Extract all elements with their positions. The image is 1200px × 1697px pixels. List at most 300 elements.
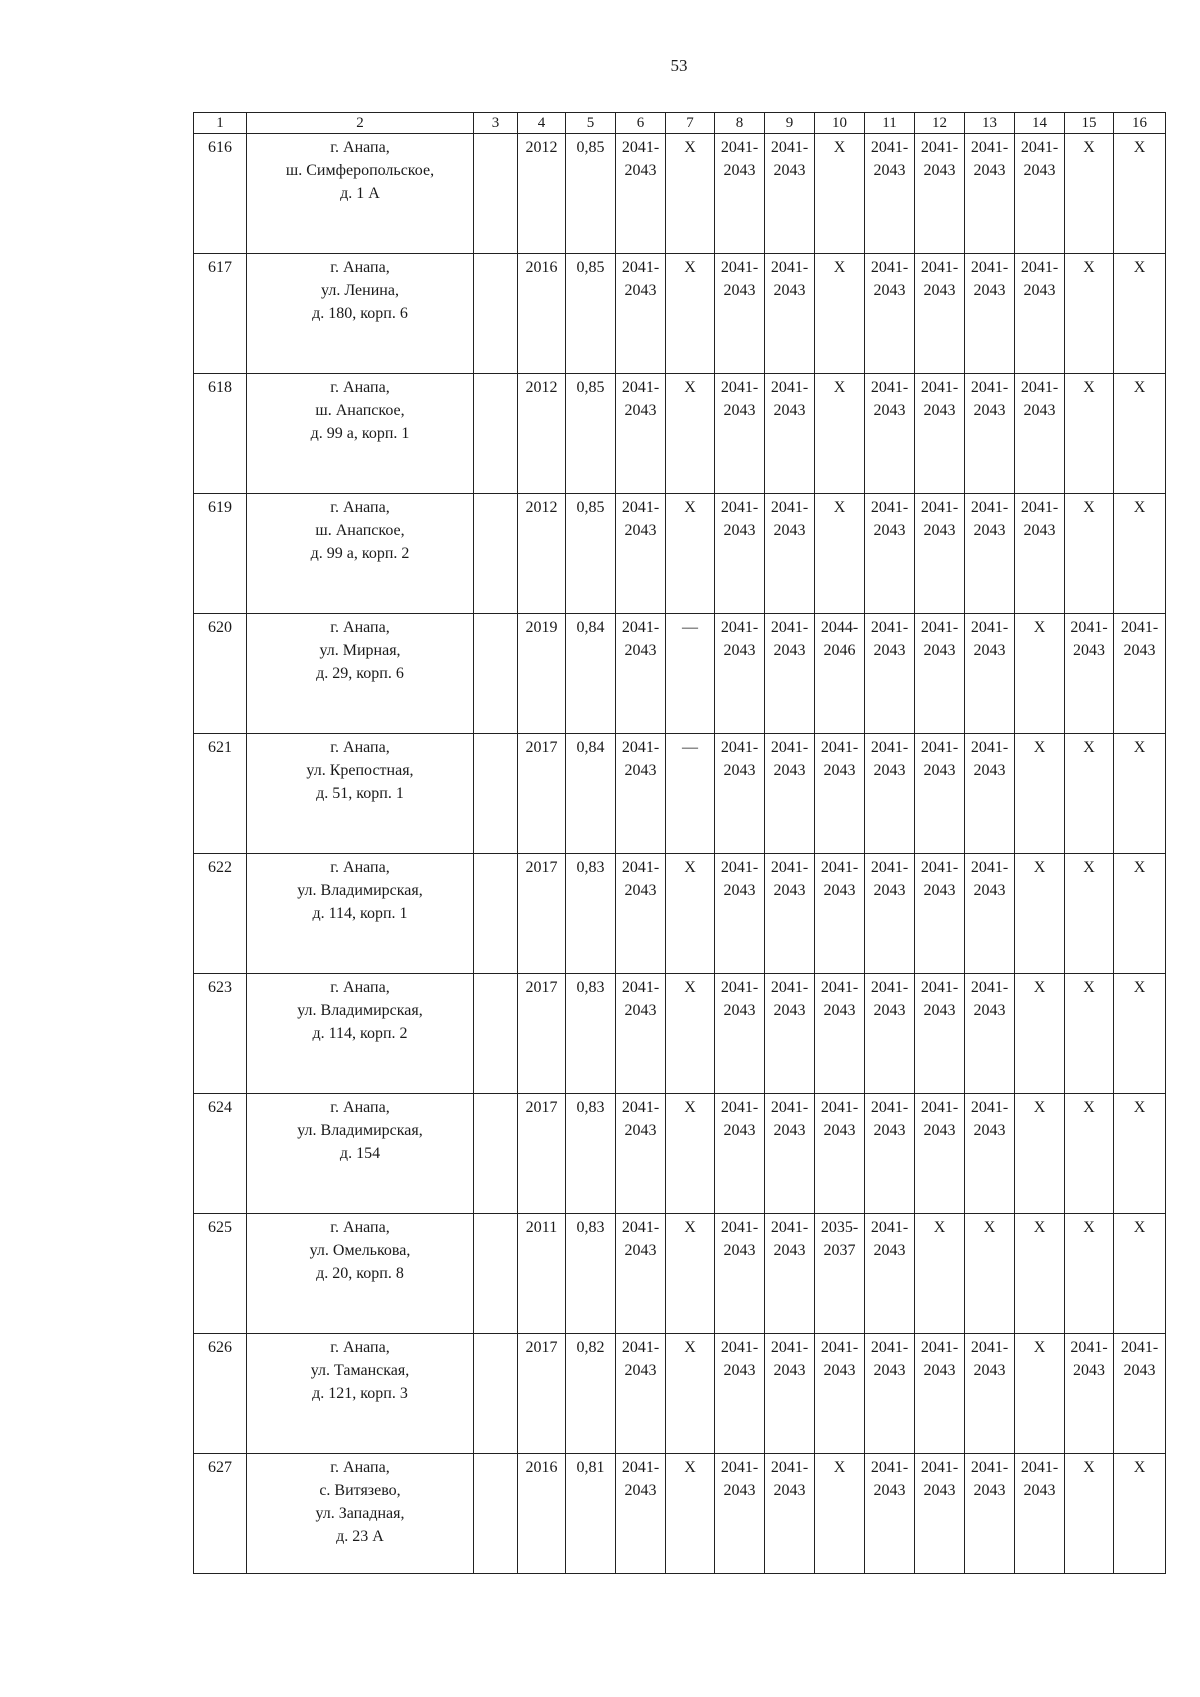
period-line: Х xyxy=(1083,979,1095,996)
period-cell xyxy=(865,1094,915,1214)
period-line: 2041- xyxy=(621,139,660,156)
period-line: 2041- xyxy=(1020,1459,1059,1476)
period-cell xyxy=(865,494,915,614)
period-cell xyxy=(666,1214,715,1334)
period-cell xyxy=(616,254,666,374)
period-line: 2043 xyxy=(1023,162,1056,179)
address-cell xyxy=(247,734,474,854)
period-cell xyxy=(815,134,865,254)
period-line: 2041- xyxy=(621,739,660,756)
period-line: 2043 xyxy=(973,1482,1006,1499)
period-cell xyxy=(915,254,965,374)
period-line: 2043 xyxy=(723,282,756,299)
period-line: Х xyxy=(1083,499,1095,516)
period-cell xyxy=(1065,494,1114,614)
period-line: Х xyxy=(684,859,696,876)
row-number-cell: 616 xyxy=(194,134,247,254)
period-cell xyxy=(616,1454,666,1574)
period-line: 2043 xyxy=(624,1362,657,1379)
address-line: ул. Мирная, xyxy=(319,642,401,659)
period-line: 2043 xyxy=(923,162,956,179)
empty-cell xyxy=(474,254,518,374)
period-line: 2041- xyxy=(621,859,660,876)
period-cell xyxy=(865,1214,915,1334)
row-number-cell: 624 xyxy=(194,1094,247,1214)
coefficient-cell: 0,85 xyxy=(566,134,616,254)
period-line: 2041- xyxy=(870,1099,909,1116)
table-row xyxy=(194,614,1166,734)
period-line: Х xyxy=(933,1219,946,1236)
period-cell xyxy=(616,854,666,974)
period-line: 2041- xyxy=(970,619,1009,636)
column-header: 3 xyxy=(474,113,518,134)
period-cell xyxy=(815,1454,865,1574)
period-cell xyxy=(765,374,815,494)
period-line: 2043 xyxy=(723,1482,756,1499)
period-cell xyxy=(915,974,965,1094)
period-line: Х xyxy=(1033,1099,1046,1116)
housing-register-table xyxy=(193,112,1166,1574)
period-line: Х xyxy=(684,139,696,156)
period-cell xyxy=(815,1214,865,1334)
period-line: 2043 xyxy=(873,762,906,779)
period-line: 2041- xyxy=(1020,139,1059,156)
address-line: г. Анапа, xyxy=(330,1339,390,1356)
period-line: Х xyxy=(1083,379,1095,396)
column-header: 9 xyxy=(765,113,815,134)
address-line: г. Анапа, xyxy=(330,739,390,756)
period-cell xyxy=(1065,254,1114,374)
period-cell xyxy=(1015,974,1065,1094)
period-cell xyxy=(666,254,715,374)
period-cell xyxy=(1065,734,1114,854)
coefficient-cell: 0,84 xyxy=(566,614,616,734)
period-line: 2043 xyxy=(923,282,956,299)
period-cell xyxy=(915,1214,965,1334)
address-line: д. 99 а, корп. 1 xyxy=(310,425,410,442)
address-line: д. 121, корп. 3 xyxy=(312,1385,408,1402)
address-line: ш. Анапское, xyxy=(315,522,405,539)
period-line: 2043 xyxy=(1123,1362,1156,1379)
coefficient-cell: 0,84 xyxy=(566,734,616,854)
address-line: ул. Омелькова, xyxy=(309,1242,411,1259)
period-line: Х xyxy=(1133,739,1146,756)
period-cell xyxy=(915,1334,965,1454)
address-line: г. Анапа, xyxy=(330,499,390,516)
table-row xyxy=(194,134,1166,254)
period-cell xyxy=(815,854,865,974)
period-line: 2041- xyxy=(770,139,809,156)
period-cell xyxy=(765,734,815,854)
address-line: ул. Крепостная, xyxy=(306,762,414,779)
row-number-cell: 626 xyxy=(194,1334,247,1454)
period-cell xyxy=(1114,1094,1166,1214)
period-cell xyxy=(815,494,865,614)
period-line: Х xyxy=(1083,1459,1095,1476)
period-cell xyxy=(1015,1094,1065,1214)
row-number-cell: 619 xyxy=(194,494,247,614)
period-cell xyxy=(1114,734,1166,854)
period-cell xyxy=(616,734,666,854)
period-line: 2043 xyxy=(624,1002,657,1019)
period-line: 2037 xyxy=(823,1242,856,1259)
period-cell xyxy=(915,374,965,494)
period-cell xyxy=(1114,254,1166,374)
address-line: д. 20, корп. 8 xyxy=(316,1265,404,1282)
period-cell xyxy=(765,254,815,374)
coefficient-cell: 0,85 xyxy=(566,494,616,614)
period-line: 2041- xyxy=(920,499,959,516)
period-line: 2041- xyxy=(870,859,909,876)
period-cell xyxy=(1114,1454,1166,1574)
column-header: 1 xyxy=(194,113,247,134)
period-line: 2043 xyxy=(873,642,906,659)
period-cell xyxy=(1015,374,1065,494)
period-cell xyxy=(715,614,765,734)
period-line: 2043 xyxy=(723,402,756,419)
period-line: 2041- xyxy=(770,499,809,516)
period-cell xyxy=(666,494,715,614)
period-line: 2043 xyxy=(773,762,806,779)
row-number-cell: 627 xyxy=(194,1454,247,1574)
address-line: ш. Симферопольское, xyxy=(285,162,435,179)
period-cell xyxy=(865,374,915,494)
period-cell xyxy=(616,134,666,254)
register-body xyxy=(194,134,1166,1574)
period-line: 2043 xyxy=(773,402,806,419)
period-line: 2041- xyxy=(970,139,1009,156)
period-cell xyxy=(815,1094,865,1214)
period-line: 2043 xyxy=(773,1362,806,1379)
period-line: 2043 xyxy=(723,1002,756,1019)
year-cell: 2016 xyxy=(518,254,566,374)
period-line: 2043 xyxy=(624,282,657,299)
period-line: 2043 xyxy=(773,642,806,659)
address-line: д. 29, корп. 6 xyxy=(316,665,404,682)
column-header: 7 xyxy=(666,113,715,134)
coefficient-cell: 0,83 xyxy=(566,1094,616,1214)
period-cell xyxy=(965,254,1015,374)
period-line: 2043 xyxy=(823,882,856,899)
period-line: 2041- xyxy=(970,979,1009,996)
period-cell xyxy=(1065,854,1114,974)
address-cell xyxy=(247,374,474,494)
address-line: д. 51, корп. 1 xyxy=(316,785,404,802)
period-line: 2041- xyxy=(720,1099,759,1116)
address-cell xyxy=(247,254,474,374)
period-line: Х xyxy=(1083,1099,1095,1116)
period-cell xyxy=(765,134,815,254)
column-header: 6 xyxy=(616,113,666,134)
period-line: Х xyxy=(1033,1339,1046,1356)
empty-cell xyxy=(474,1334,518,1454)
period-line: 2041- xyxy=(870,739,909,756)
period-cell xyxy=(1065,1454,1114,1574)
period-line: 2043 xyxy=(873,522,906,539)
empty-cell xyxy=(474,1454,518,1574)
empty-cell xyxy=(474,374,518,494)
period-line: 2043 xyxy=(973,1122,1006,1139)
period-cell xyxy=(915,1454,965,1574)
address-line: ул. Таманская, xyxy=(310,1362,410,1379)
period-line: 2041- xyxy=(770,379,809,396)
period-cell xyxy=(865,1454,915,1574)
period-line: 2041- xyxy=(770,259,809,276)
period-line: 2043 xyxy=(624,882,657,899)
period-line: 2041- xyxy=(970,499,1009,516)
period-line: 2041- xyxy=(820,739,859,756)
period-line: 2043 xyxy=(923,762,956,779)
period-line: 2041- xyxy=(870,259,909,276)
period-line: 2043 xyxy=(723,642,756,659)
period-line: 2043 xyxy=(773,1122,806,1139)
period-line: 2043 xyxy=(923,642,956,659)
period-line: 2043 xyxy=(624,762,657,779)
period-line: 2043 xyxy=(773,522,806,539)
period-line: Х xyxy=(1133,139,1146,156)
address-line: д. 180, корп. 6 xyxy=(312,305,408,322)
period-line: 2041- xyxy=(770,619,809,636)
period-line: 2043 xyxy=(773,882,806,899)
period-cell xyxy=(715,134,765,254)
period-cell xyxy=(1114,1334,1166,1454)
period-cell xyxy=(815,254,865,374)
period-line: 2041- xyxy=(621,259,660,276)
period-cell xyxy=(1065,974,1114,1094)
period-line: Х xyxy=(684,1099,696,1116)
period-line: Х xyxy=(1133,859,1146,876)
column-header: 16 xyxy=(1114,113,1166,134)
year-cell: 2011 xyxy=(518,1214,566,1334)
period-line: Х xyxy=(684,1339,696,1356)
period-line: 2043 xyxy=(624,402,657,419)
period-line: 2043 xyxy=(973,1002,1006,1019)
period-cell xyxy=(616,1214,666,1334)
page-number: 53 xyxy=(670,56,688,75)
period-line: Х xyxy=(1083,739,1095,756)
period-line: 2041- xyxy=(621,1339,660,1356)
period-line: 2041- xyxy=(621,1219,660,1236)
coefficient-cell: 0,83 xyxy=(566,1214,616,1334)
address-cell xyxy=(247,1454,474,1574)
period-line: 2043 xyxy=(624,1482,657,1499)
period-line: 2043 xyxy=(873,1242,906,1259)
period-line: 2041- xyxy=(870,619,909,636)
period-line: 2043 xyxy=(1123,642,1156,659)
column-header: 11 xyxy=(865,113,915,134)
period-cell xyxy=(915,1094,965,1214)
period-cell xyxy=(965,734,1015,854)
address-line: г. Анапа, xyxy=(330,619,390,636)
address-line: ул. Владимирская, xyxy=(297,1002,423,1019)
period-line: 2041- xyxy=(1120,1339,1159,1356)
period-cell xyxy=(815,374,865,494)
period-line: 2041- xyxy=(920,859,959,876)
period-cell xyxy=(915,854,965,974)
empty-cell xyxy=(474,134,518,254)
column-header: 2 xyxy=(247,113,474,134)
period-line: Х xyxy=(684,1459,696,1476)
address-line: ул. Западная, xyxy=(315,1505,405,1522)
address-line: д. 23 А xyxy=(336,1528,384,1545)
row-number-cell: 622 xyxy=(194,854,247,974)
period-line: Х xyxy=(1133,499,1146,516)
coefficient-cell: 0,83 xyxy=(566,974,616,1094)
period-line: 2041- xyxy=(720,1459,759,1476)
address-line: д. 99 а, корп. 2 xyxy=(310,545,410,562)
period-line: 2043 xyxy=(973,1362,1006,1379)
period-line: 2041- xyxy=(720,619,759,636)
period-line: 2043 xyxy=(823,1002,856,1019)
period-line: 2041- xyxy=(770,1099,809,1116)
period-line: Х xyxy=(833,379,846,396)
period-cell xyxy=(765,974,815,1094)
period-line: — xyxy=(682,739,698,756)
year-cell: 2017 xyxy=(518,854,566,974)
period-cell xyxy=(715,974,765,1094)
period-cell xyxy=(1114,974,1166,1094)
table-row xyxy=(194,734,1166,854)
period-line: 2043 xyxy=(823,762,856,779)
period-cell xyxy=(965,1454,1015,1574)
period-cell xyxy=(1015,614,1065,734)
address-cell xyxy=(247,1334,474,1454)
period-line: 2041- xyxy=(920,1099,959,1116)
address-line: г. Анапа, xyxy=(330,859,390,876)
period-line: Х xyxy=(833,259,846,276)
period-cell xyxy=(765,1094,815,1214)
period-cell xyxy=(666,1094,715,1214)
address-line: д. 1 А xyxy=(340,185,380,202)
period-line: 2041- xyxy=(920,1339,959,1356)
period-line: 2041- xyxy=(920,259,959,276)
year-cell: 2012 xyxy=(518,494,566,614)
period-line: 2041- xyxy=(621,619,660,636)
period-line: 2041- xyxy=(970,739,1009,756)
period-cell xyxy=(1065,1214,1114,1334)
period-line: 2041- xyxy=(720,979,759,996)
address-line: г. Анапа, xyxy=(330,1459,390,1476)
period-line: Х xyxy=(684,1219,696,1236)
period-line: 2043 xyxy=(1073,642,1105,659)
period-cell xyxy=(1114,134,1166,254)
period-line: 2041- xyxy=(1020,259,1059,276)
period-line: Х xyxy=(1083,859,1095,876)
period-line: 2041- xyxy=(770,1339,809,1356)
period-cell xyxy=(715,374,765,494)
period-line: 2043 xyxy=(973,762,1006,779)
period-line: Х xyxy=(684,379,696,396)
period-line: 2043 xyxy=(723,1242,756,1259)
period-line: 2043 xyxy=(873,1002,906,1019)
column-header: 4 xyxy=(518,113,566,134)
period-cell xyxy=(1065,1334,1114,1454)
period-line: 2041- xyxy=(720,739,759,756)
empty-cell xyxy=(474,1094,518,1214)
table-row xyxy=(194,494,1166,614)
column-header: 13 xyxy=(965,113,1015,134)
period-line: 2043 xyxy=(823,1122,856,1139)
period-cell xyxy=(715,254,765,374)
address-line: ул. Владимирская, xyxy=(297,1122,423,1139)
period-cell xyxy=(1065,1094,1114,1214)
table-row xyxy=(194,374,1166,494)
period-cell xyxy=(666,974,715,1094)
column-header: 10 xyxy=(815,113,865,134)
period-line: 2041- xyxy=(621,499,660,516)
table-row xyxy=(194,254,1166,374)
period-line: 2043 xyxy=(723,882,756,899)
period-line: Х xyxy=(1033,859,1046,876)
period-line: Х xyxy=(1083,1219,1095,1236)
period-line: 2041- xyxy=(920,739,959,756)
year-cell: 2017 xyxy=(518,974,566,1094)
period-line: Х xyxy=(684,499,696,516)
period-line: 2043 xyxy=(624,1242,657,1259)
period-cell xyxy=(715,1334,765,1454)
period-line: 2041- xyxy=(1070,619,1108,636)
period-line: 2041- xyxy=(621,1099,660,1116)
period-cell xyxy=(616,374,666,494)
period-line: 2043 xyxy=(873,162,906,179)
period-cell xyxy=(1015,254,1065,374)
period-cell xyxy=(616,614,666,734)
period-line: 2041- xyxy=(870,499,909,516)
period-line: 2043 xyxy=(873,1122,906,1139)
period-line: 2041- xyxy=(1070,1339,1108,1356)
year-cell: 2012 xyxy=(518,134,566,254)
period-cell xyxy=(715,734,765,854)
year-cell: 2017 xyxy=(518,1334,566,1454)
period-cell xyxy=(1015,1214,1065,1334)
period-line: 2043 xyxy=(973,882,1006,899)
year-cell: 2017 xyxy=(518,1094,566,1214)
period-line: 2041- xyxy=(820,1099,859,1116)
period-cell xyxy=(666,614,715,734)
period-line: 2043 xyxy=(923,1482,956,1499)
address-cell xyxy=(247,1214,474,1334)
address-cell xyxy=(247,134,474,254)
period-line: Х xyxy=(983,1219,996,1236)
period-cell xyxy=(666,1454,715,1574)
period-line: 2041- xyxy=(621,1459,660,1476)
period-line: 2043 xyxy=(973,522,1006,539)
period-line: 2043 xyxy=(973,162,1006,179)
period-line: 2041- xyxy=(870,1459,909,1476)
address-line: г. Анапа, xyxy=(330,979,390,996)
period-cell xyxy=(1015,734,1065,854)
coefficient-cell: 0,82 xyxy=(566,1334,616,1454)
period-cell xyxy=(616,1094,666,1214)
period-line: Х xyxy=(1033,619,1046,636)
address-cell xyxy=(247,494,474,614)
period-cell xyxy=(815,974,865,1094)
period-line: 2043 xyxy=(723,1362,756,1379)
period-line: 2043 xyxy=(923,1122,956,1139)
period-line: 2041- xyxy=(870,979,909,996)
period-line: 2043 xyxy=(923,1362,956,1379)
period-line: 2041- xyxy=(920,979,959,996)
coefficient-cell: 0,85 xyxy=(566,374,616,494)
period-cell xyxy=(865,854,915,974)
period-cell xyxy=(865,254,915,374)
period-line: 2043 xyxy=(873,282,906,299)
column-header: 8 xyxy=(715,113,765,134)
period-line: 2043 xyxy=(923,882,956,899)
period-cell xyxy=(765,494,815,614)
row-number-cell: 620 xyxy=(194,614,247,734)
period-cell xyxy=(965,1334,1015,1454)
